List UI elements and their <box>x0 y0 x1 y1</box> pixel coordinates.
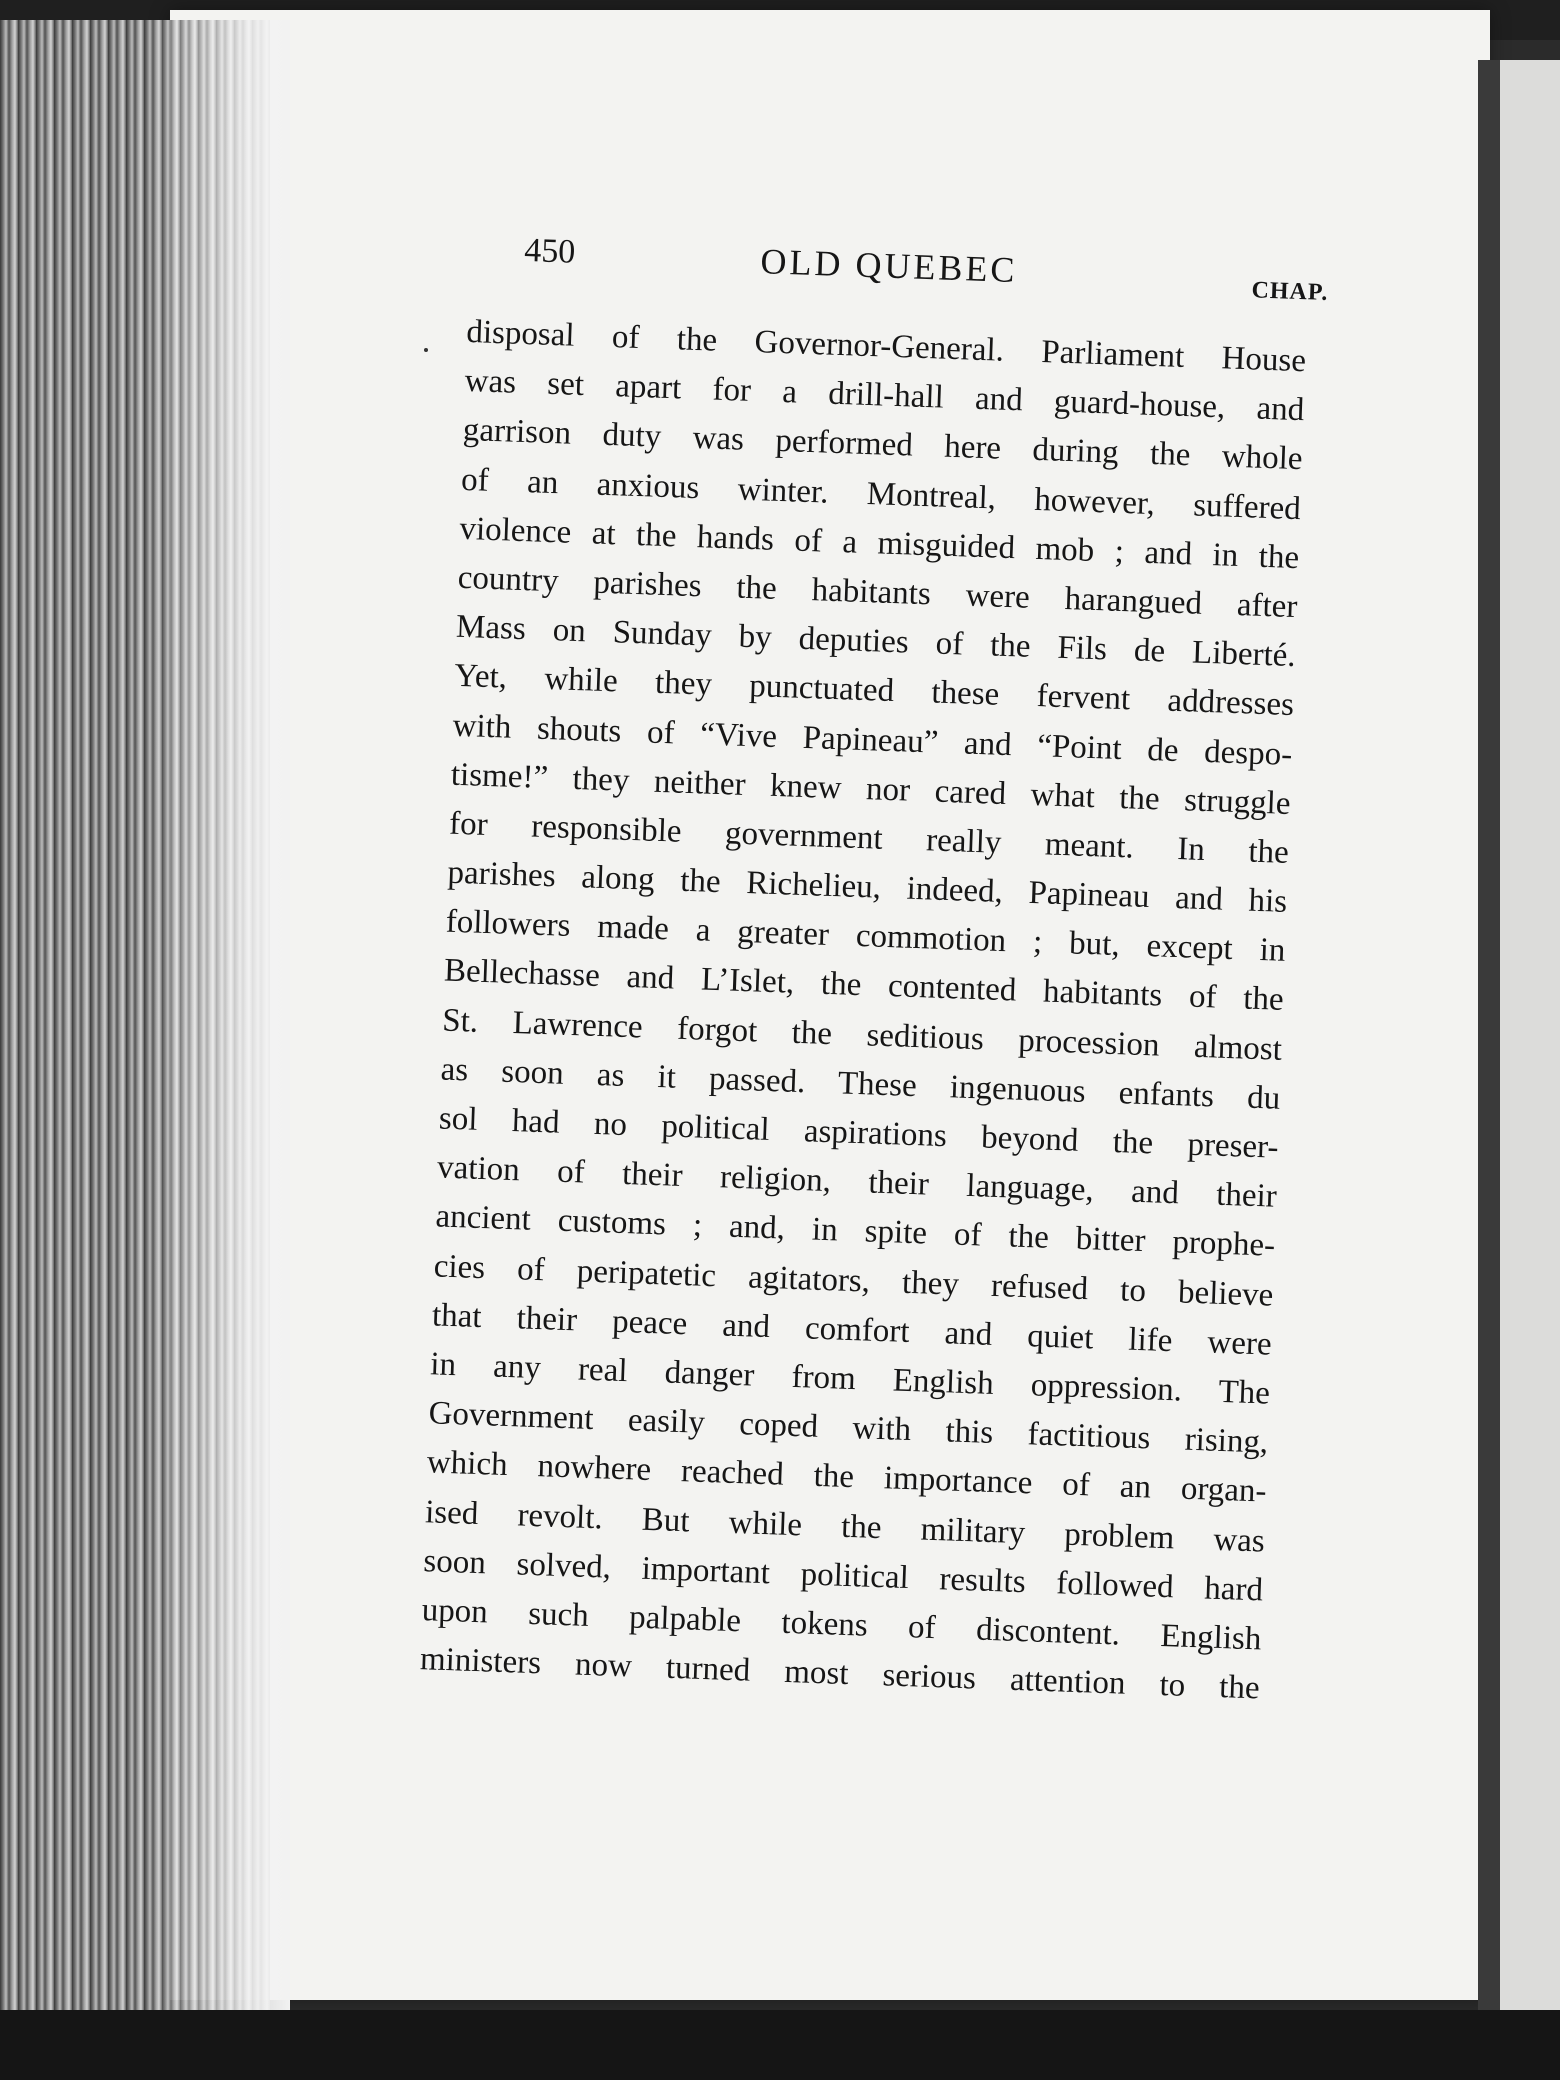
text-line: garrison duty was performed here during the whole <box>462 412 1304 478</box>
text-line: cies of peripatetic agitators, they refused to believe <box>433 1247 1274 1314</box>
text-line: in any real danger from English oppression. The <box>429 1346 1271 1412</box>
text-line: violence at the hands of a misguided mob ; and in the <box>458 510 1300 576</box>
chapter-label: CHAP. <box>1251 277 1329 306</box>
text-line: parishes along the Richelieu, indeed, Papineau and his <box>446 854 1288 920</box>
text-line: Yet, while they punctuated these fervent addresses <box>453 658 1295 724</box>
text-line: country parishes the habitants were harangued after <box>457 559 1298 626</box>
text-line: Government easily coped with this factitious rising, <box>428 1395 1269 1461</box>
text-line: that their peace and comfort and quiet life were <box>431 1297 1273 1363</box>
text-line: of an anxious winter. Montreal, however, suffered <box>460 461 1302 527</box>
text-line: soon solved, important political results followed hard <box>422 1542 1264 1609</box>
text-line: as soon as it passed. These ingenuous enfants du <box>440 1051 1281 1117</box>
text-line: was set apart for a drill-hall and guard-house, and <box>464 363 1305 429</box>
page-gutter-shadow <box>150 20 290 2030</box>
text-line: followers made a greater commotion ; but, except in <box>445 903 1286 970</box>
text-line: Bellechasse and L’Islet, the contented habitants of the <box>443 952 1285 1019</box>
text-line: St. Lawrence forgot the seditious procession almost <box>441 1002 1283 1068</box>
text-line: upon such palpable tokens of discontent. English <box>421 1592 1262 1658</box>
text-line: ministers now turned most serious attention to the <box>419 1641 1261 1707</box>
text-line: sol had no political aspirations beyond the preser- <box>438 1100 1280 1166</box>
text-line: Mass on Sunday by deputies of the Fils de Liberté. <box>455 608 1297 675</box>
text-line: ised revolt. But while the military problem was <box>424 1493 1266 1560</box>
text-line: which nowhere reached the importance of an organ- <box>426 1444 1268 1510</box>
dust-speck <box>424 348 428 352</box>
running-title: OLD QUEBEC <box>759 241 1019 291</box>
facing-page <box>1500 60 1560 2020</box>
text-line: tisme!” they neither knew nor cared what the struggle <box>450 756 1292 822</box>
text-line: vation of their religion, their language, and their <box>436 1149 1278 1215</box>
text-line: disposal of the Governor-General. Parliament House <box>465 313 1307 380</box>
scan-background-bottom <box>0 2010 1560 2080</box>
text-line: for responsible government really meant. In the <box>448 805 1290 871</box>
page-number: 450 <box>523 231 576 271</box>
facing-page-edge <box>1478 60 1500 2020</box>
page-content <box>419 230 1329 1714</box>
text-line: with shouts of “Vive Papineau” and “Point de despo- <box>452 707 1293 773</box>
text-line: ancient customs ; and, in spite of the bitter prophe- <box>434 1198 1276 1265</box>
body-text <box>419 308 1307 1714</box>
